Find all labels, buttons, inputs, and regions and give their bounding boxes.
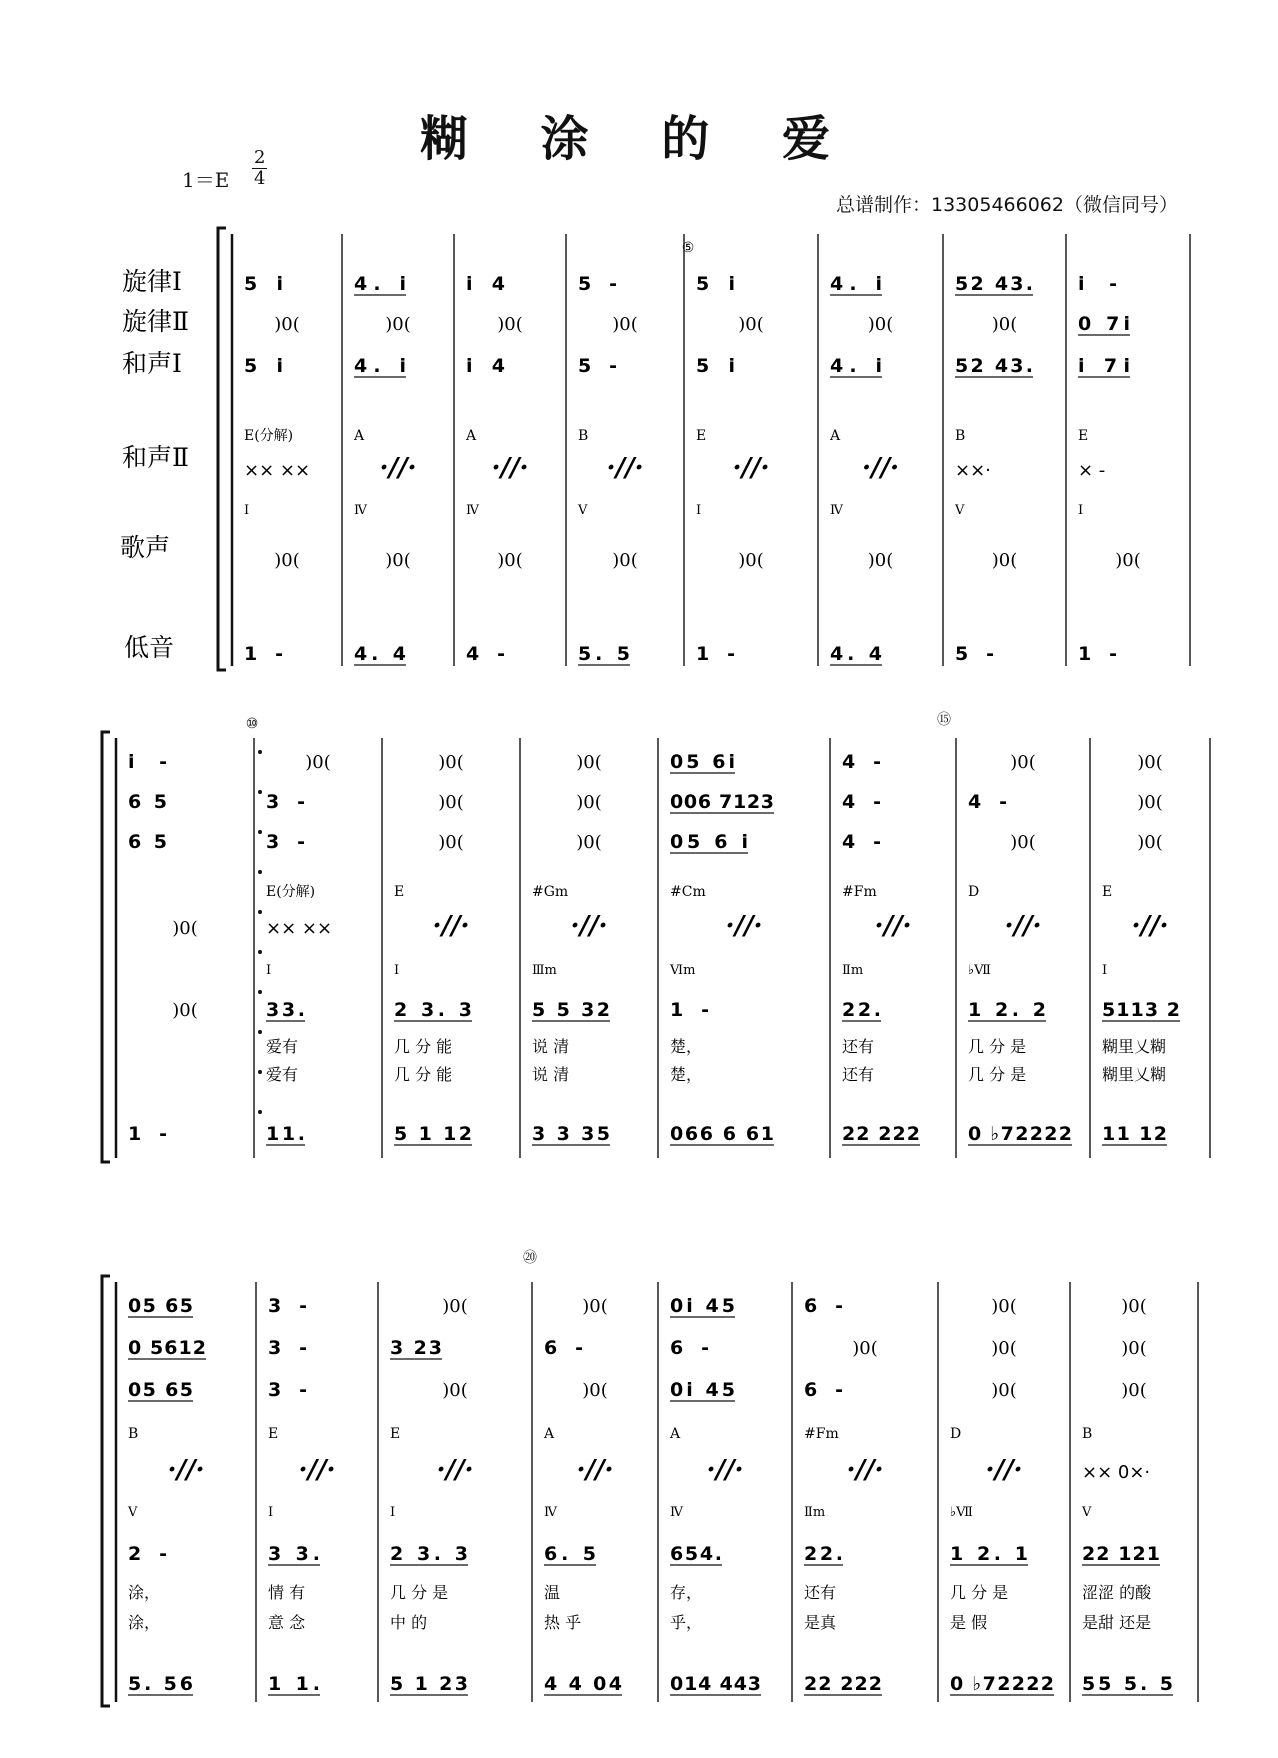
measure-number-10: ⑩ <box>245 716 259 732</box>
lyrics1-cell: 几 分 能 <box>394 1037 453 1056</box>
mel1-cell: )0( <box>1137 752 1163 773</box>
roman-cell: Ⅰ <box>266 963 272 978</box>
time-signature-bottom: 4 <box>254 168 266 189</box>
roman-cell: Ⅰ <box>390 1505 396 1520</box>
mel1-cell: )0( <box>576 752 602 773</box>
mel2-cell: 3 23 <box>390 1337 442 1359</box>
chords-cell: E <box>394 884 405 900</box>
repeat-dot <box>258 1110 262 1114</box>
lyrics2-cell: 几 分 能 <box>394 1065 453 1084</box>
mel2-cell: 006 7123 <box>670 791 774 813</box>
har1-cell: )0( <box>991 1380 1017 1401</box>
mel1-cell: 4 - <box>842 751 881 773</box>
mel2-cell: 6 5 <box>128 791 167 813</box>
vocal-cell: 6. 5 <box>544 1543 596 1565</box>
mel1-cell: 0i 45 <box>670 1295 735 1317</box>
mel2-cell: 3 - <box>266 791 305 813</box>
lyrics1-cell: 几 分 是 <box>950 1583 1009 1602</box>
bass-cell: 5 - <box>955 643 994 665</box>
mel1-cell: )0( <box>991 1296 1017 1317</box>
har1-cell: )0( <box>576 832 602 853</box>
bass-cell: 4 4 04 <box>544 1673 622 1695</box>
lyrics1-cell: 涂， <box>128 1583 161 1602</box>
mel2-cell: )0( <box>438 792 464 813</box>
chords-cell: B <box>128 1426 139 1442</box>
part-label-melody-2: 旋律Ⅱ <box>122 307 189 336</box>
credit-line: 总谱制作：13305466062（微信同号） <box>836 194 1178 216</box>
mel1-cell: 4. i <box>354 273 406 295</box>
system-bracket <box>102 732 110 1162</box>
key-signature: 1＝E <box>182 168 230 192</box>
chords-cell: E(分解) <box>244 428 294 444</box>
chords-cell: #Fm <box>804 1426 839 1442</box>
lyrics2-cell: 说 清 <box>532 1065 570 1084</box>
lyrics1-cell: 存， <box>670 1583 703 1602</box>
lyrics2-cell: 是 假 <box>950 1613 988 1632</box>
lyrics1-cell: 糊里乂糊 <box>1102 1037 1167 1056</box>
system-2 <box>102 732 1210 1162</box>
chords-cell: A <box>354 428 365 444</box>
chords-cell: E <box>1102 884 1113 900</box>
vocal-cell: )0( <box>274 550 300 571</box>
measure-number-15: ⑮ <box>937 712 951 728</box>
mel2-cell: 3 - <box>268 1337 307 1359</box>
part-label-melody-1: 旋律Ⅰ <box>122 267 182 296</box>
bass-cell: 014 443 <box>670 1673 761 1695</box>
bass-cell: 11. <box>266 1123 305 1145</box>
har1-cell: 6 - <box>804 1379 843 1401</box>
repeat-dot <box>258 950 262 954</box>
lyrics1-cell: 还有 <box>842 1037 875 1056</box>
vocal-cell: 3 3. <box>268 1543 320 1565</box>
mel1-cell: 05 65 <box>128 1295 193 1317</box>
vocal-cell: 2 3. 3 <box>390 1543 468 1565</box>
repeat-dot <box>258 750 262 754</box>
har1-cell: 5 i <box>244 355 283 377</box>
mel1-cell: 6 - <box>804 1295 843 1317</box>
repeat-dot <box>258 1030 262 1034</box>
har1-cell: )0( <box>442 1380 468 1401</box>
mel1-cell: 5 i <box>696 273 735 295</box>
systems-layer <box>102 228 1210 1706</box>
mel1-cell: )0( <box>1121 1296 1147 1317</box>
har1-cell: )0( <box>438 832 464 853</box>
repeat-dot <box>258 990 262 994</box>
roman-cell: Ⅳ <box>544 1505 557 1520</box>
har1-cell: i 4 <box>466 355 505 377</box>
vocal-cell: 1 2. 2 <box>968 999 1046 1021</box>
bass-cell: 5. 56 <box>128 1673 193 1695</box>
bass-cell: 1 - <box>128 1123 167 1145</box>
bass-cell: 4. 4 <box>354 643 406 665</box>
lyrics2-cell: 中 的 <box>390 1613 428 1632</box>
vocal-cell: 22. <box>842 999 881 1021</box>
chords-cell: D <box>950 1426 962 1442</box>
bass-cell: 4 - <box>466 643 505 665</box>
pattern-cell: × - <box>1078 460 1106 481</box>
vocal-cell: 33. <box>266 999 305 1021</box>
repeat-dot <box>258 1070 262 1074</box>
vocal-cell: 5113 2 <box>1102 999 1180 1021</box>
mel2-cell: )0( <box>991 314 1018 335</box>
mel1-cell: 52 43. <box>955 273 1033 295</box>
lyrics2-cell: 还有 <box>842 1065 875 1084</box>
bass-cell: 1 1. <box>268 1673 320 1695</box>
bass-cell: 5 1 23 <box>390 1673 468 1695</box>
roman-cell: Ⅴ <box>128 1505 138 1520</box>
vocal-cell: 22 121 <box>1082 1543 1160 1565</box>
lyrics1-cell: 几 分 是 <box>390 1583 449 1602</box>
mel1-cell: 5 i <box>244 273 283 295</box>
mel2-cell: )0( <box>497 314 523 335</box>
bass-cell: 1 - <box>244 643 283 665</box>
chords-cell: E <box>268 1426 279 1442</box>
chords-cell: A <box>466 428 477 444</box>
roman-cell: Ⅰ <box>1078 503 1084 518</box>
mel2-cell: 4 - <box>968 791 1007 813</box>
pattern-cell: ·//· <box>298 1455 336 1485</box>
bass-cell: 1 - <box>696 643 735 665</box>
bass-cell: 3 3 35 <box>532 1123 610 1145</box>
vocal-cell: 1 - <box>670 999 709 1021</box>
chords-cell: D <box>968 884 980 900</box>
measure-number-5: ⑤ <box>681 240 695 256</box>
mel2-cell: )0( <box>612 314 638 335</box>
lyrics2-cell: 意 念 <box>268 1613 306 1632</box>
har1-cell: 05 6 i <box>670 831 748 853</box>
mel1-cell: 5 - <box>578 273 617 295</box>
chords-cell: E <box>1078 428 1089 444</box>
har1-cell: 05 65 <box>128 1379 193 1401</box>
lyrics2-cell: 热 乎 <box>544 1613 582 1632</box>
roman-cell: Ⅱm <box>842 963 864 978</box>
mel1-cell: )0( <box>442 1296 468 1317</box>
repeat-dot <box>258 910 262 914</box>
mel1-cell: )0( <box>438 752 464 773</box>
lyrics1-cell: 还有 <box>804 1583 837 1602</box>
mel1-cell: 05 6i <box>670 751 735 773</box>
lyrics2-cell: 涂， <box>128 1613 161 1632</box>
bass-cell: 22 222 <box>842 1123 920 1145</box>
mel1-cell: i - <box>128 751 167 773</box>
pattern-cell: ·//· <box>167 1455 205 1485</box>
bass-cell: 55 5. 5 <box>1082 1673 1173 1695</box>
repeat-dot <box>258 830 262 834</box>
vocal-cell: 22. <box>804 1543 843 1565</box>
vocal-cell: )0( <box>497 550 523 571</box>
pattern-cell: ·//· <box>576 1455 614 1485</box>
roman-cell: Ⅰ <box>244 503 250 518</box>
mel2-cell: )0( <box>867 314 894 335</box>
time-signature-top: 2 <box>254 147 266 168</box>
mel2-cell: 0 5612 <box>128 1337 206 1359</box>
roman-cell: Ⅳ <box>466 503 479 518</box>
pattern-cell: ·//· <box>432 911 470 941</box>
mel2-cell: )0( <box>852 1338 878 1359</box>
mel1-cell: 4. i <box>830 273 882 295</box>
har1-cell: 3 - <box>268 1379 307 1401</box>
chords-cell: E(分解) <box>266 884 316 900</box>
roman-cell: Ⅴ <box>955 503 965 518</box>
vocal-cell: 1 2. 1 <box>950 1543 1028 1565</box>
roman-cell: Ⅱm <box>804 1505 826 1520</box>
pattern-cell: ·//· <box>861 453 900 483</box>
lyrics1-cell: 情 有 <box>268 1583 306 1602</box>
mel1-cell: )0( <box>1010 752 1036 773</box>
har1-cell: 4. i <box>830 355 882 377</box>
part-label-vocal: 歌声 <box>120 533 171 562</box>
bass-cell: 0 ♭72222 <box>950 1673 1054 1695</box>
roman-cell: Ⅳ <box>670 1505 683 1520</box>
roman-cell: Ⅰ <box>696 503 702 518</box>
pattern-cell: ·//· <box>725 911 763 941</box>
har1-cell: 4 - <box>842 831 881 853</box>
chords-cell: A <box>544 1426 555 1442</box>
chords-cell: E <box>696 428 707 444</box>
mel2-cell: )0( <box>1137 792 1163 813</box>
roman-cell: Ⅵm <box>670 963 696 978</box>
pattern-cell: ×× 0×· <box>1082 1462 1151 1483</box>
roman-cell: Ⅴ <box>578 503 588 518</box>
mel1-cell: )0( <box>582 1296 608 1317</box>
measure-number-20: ⑳ <box>523 1250 537 1266</box>
vocal-cell: 654. <box>670 1543 722 1565</box>
bass-cell: 1 - <box>1078 643 1117 665</box>
chords-cell: B <box>578 428 589 444</box>
har1-cell: 0i 45 <box>670 1379 735 1401</box>
lyrics2-cell: 糊里乂糊 <box>1102 1065 1167 1084</box>
chords-cell: E <box>390 1426 401 1442</box>
lyrics1-cell: 温 <box>544 1583 561 1602</box>
vocal-cell: )0( <box>385 550 411 571</box>
har1-cell: 4. i <box>354 355 406 377</box>
repeat-dot <box>258 790 262 794</box>
part-label-harmony-1: 和声Ⅰ <box>122 349 182 378</box>
bass-cell: 11 12 <box>1102 1123 1167 1145</box>
har1-cell: 5 - <box>578 355 617 377</box>
lyrics1-cell: 几 分 是 <box>968 1037 1027 1056</box>
vocal-cell: )0( <box>1115 550 1141 571</box>
chords-cell: #Gm <box>532 884 569 900</box>
lyrics2-cell: 爱有 <box>266 1065 299 1084</box>
chords-cell: A <box>830 428 841 444</box>
pattern-cell: ·//· <box>1004 911 1042 941</box>
har1-cell: )0( <box>582 1380 608 1401</box>
pattern-cell: ·//· <box>570 911 608 941</box>
chords-cell: #Fm <box>842 884 877 900</box>
roman-cell: Ⅳ <box>830 503 843 518</box>
har1-cell: 6 5 <box>128 831 167 853</box>
bass-cell: 5. 5 <box>578 643 630 665</box>
pattern-cell: ×× ×× <box>244 460 311 481</box>
mel2-cell: )0( <box>385 314 411 335</box>
system-bracket <box>218 228 226 670</box>
mel2-cell: )0( <box>576 792 602 813</box>
roman-cell: Ⅳ <box>354 503 367 518</box>
pattern-cell: ·//· <box>436 1455 474 1485</box>
har1-cell: i 7i <box>1078 355 1130 377</box>
bass-cell: 0 ♭72222 <box>968 1123 1072 1145</box>
pattern-cell: ·//· <box>379 453 417 483</box>
bass-cell: 066 6 61 <box>670 1123 774 1145</box>
mel2-cell: 6 - <box>544 1337 583 1359</box>
mel1-cell: i 4 <box>466 273 505 295</box>
har1-cell: 52 43. <box>955 355 1033 377</box>
pattern-cell: ·//· <box>1131 911 1169 941</box>
system-3 <box>102 1276 1198 1706</box>
part-label-harmony-2: 和声Ⅱ <box>122 443 189 472</box>
mel2-cell: )0( <box>274 314 300 335</box>
mel1-cell: i - <box>1078 273 1117 295</box>
mel2-cell: )0( <box>991 1338 1017 1359</box>
roman-cell: Ⅰ <box>394 963 400 978</box>
bass-cell: 22 222 <box>804 1673 882 1695</box>
mel2-cell: 0 7i <box>1078 313 1130 335</box>
vocal-cell: 2 3. 3 <box>394 999 472 1021</box>
lyrics1-cell: 爱有 <box>266 1037 299 1056</box>
pattern-cell: ·//· <box>606 453 644 483</box>
pattern-cell: ·//· <box>846 1455 884 1485</box>
repeat-dot <box>258 870 262 874</box>
mel1-cell: 3 - <box>268 1295 307 1317</box>
vocal-cell: )0( <box>867 550 894 571</box>
har1-cell: 5 i <box>696 355 735 377</box>
pattern-cell: ××· <box>955 460 991 481</box>
lyrics1-cell: 涩涩 的酸 <box>1082 1583 1152 1602</box>
vocal-cell: )0( <box>738 550 764 571</box>
song-title: 糊 涂 的 爱 <box>419 111 859 167</box>
mel1-cell: )0( <box>305 752 331 773</box>
mel2-cell: 4 - <box>842 791 881 813</box>
roman-cell: Ⅴ <box>1082 1505 1092 1520</box>
vocal-cell: )0( <box>172 1000 198 1021</box>
part-label-bass: 低音 <box>124 633 175 662</box>
lyrics2-cell: 乎， <box>670 1613 703 1632</box>
lyrics2-cell: 楚， <box>670 1065 703 1084</box>
bass-cell: 4. 4 <box>830 643 882 665</box>
mel2-cell: )0( <box>738 314 764 335</box>
chords-cell: B <box>1082 1426 1093 1442</box>
chords-cell: A <box>670 1426 681 1442</box>
chords-cell: B <box>955 428 966 444</box>
chords-cell: #Cm <box>670 884 706 900</box>
lyrics2-cell: 几 分 是 <box>968 1065 1027 1084</box>
roman-cell: ♭Ⅶ <box>968 963 991 978</box>
bass-cell: 5 1 12 <box>394 1123 472 1145</box>
system-bracket <box>102 1276 110 1706</box>
lyrics2-cell: 是甜 还是 <box>1082 1613 1152 1632</box>
vocal-cell: 2 - <box>128 1543 167 1565</box>
har1-cell: )0( <box>1137 832 1163 853</box>
vocal-cell: )0( <box>991 550 1018 571</box>
pattern-cell: ·//· <box>874 911 912 941</box>
mel2-cell: )0( <box>1121 1338 1147 1359</box>
pattern-cell: ×× ×× <box>266 918 333 939</box>
roman-cell: Ⅲm <box>532 963 557 978</box>
vocal-cell: 5 5 32 <box>532 999 610 1021</box>
roman-cell: Ⅰ <box>1102 963 1108 978</box>
pattern-cell: ·//· <box>491 453 529 483</box>
roman-cell: ♭Ⅶ <box>950 1505 973 1520</box>
har1-cell: )0( <box>1010 832 1036 853</box>
lyrics1-cell: 说 清 <box>532 1037 570 1056</box>
pattern-cell: )0( <box>172 918 198 939</box>
har1-cell: 3 - <box>266 831 305 853</box>
har1-cell: )0( <box>1121 1380 1147 1401</box>
pattern-cell: ·//· <box>985 1455 1023 1485</box>
roman-cell: Ⅰ <box>268 1505 274 1520</box>
pattern-cell: ·//· <box>706 1455 744 1485</box>
system-1 <box>218 228 1190 670</box>
lyrics2-cell: 是真 <box>804 1613 837 1632</box>
pattern-cell: ·//· <box>732 453 770 483</box>
mel2-cell: 6 - <box>670 1337 709 1359</box>
vocal-cell: )0( <box>612 550 638 571</box>
lyrics1-cell: 楚， <box>670 1037 703 1056</box>
